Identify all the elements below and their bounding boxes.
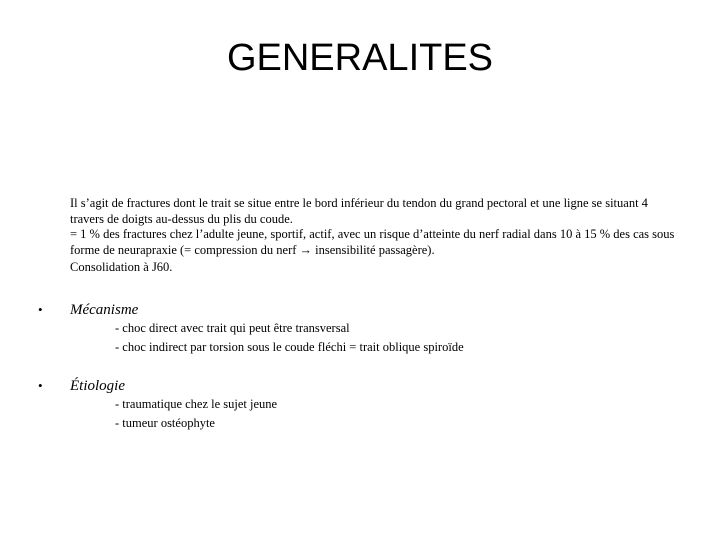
bullet-icon: •: [38, 378, 43, 393]
list-item: - choc indirect par torsion sous le coude fléchi = trait oblique spiroïde: [115, 340, 464, 354]
mecanisme-list: [115, 319, 464, 357]
intro-paragraph-definition: Il s’agit de fractures dont le trait se situe entre le bord inférieur du tendon du grand pectoral et une ligne se situant 4 travers de doigts au-dessus du plis du coude.: [70, 196, 648, 226]
list-item: - traumatique chez le sujet jeune: [115, 397, 278, 411]
list-item: - tumeur ostéophyte: [115, 416, 215, 430]
section-heading-mecanisme: Mécanisme: [70, 302, 139, 318]
intro-text: [70, 196, 682, 276]
section-heading-etiologie: Étiologie: [70, 378, 125, 394]
list-item: - choc direct avec trait qui peut être transversal: [115, 321, 350, 335]
etiologie-list: [115, 395, 277, 433]
slide-title: GENERALITES: [226, 37, 494, 79]
intro-paragraph-consolidation: Consolidation à J60.: [70, 260, 173, 274]
bullet-icon: •: [38, 302, 43, 317]
intro-paragraph-epidemiology: = 1 % des fractures chez l’adulte jeune, sportif, actif, avec un risque d’atteinte du nerf radial dans 10 à 15 % des cas sous forme de neurapraxie (= compression du nerf → insensibilité passagère).: [70, 227, 675, 257]
